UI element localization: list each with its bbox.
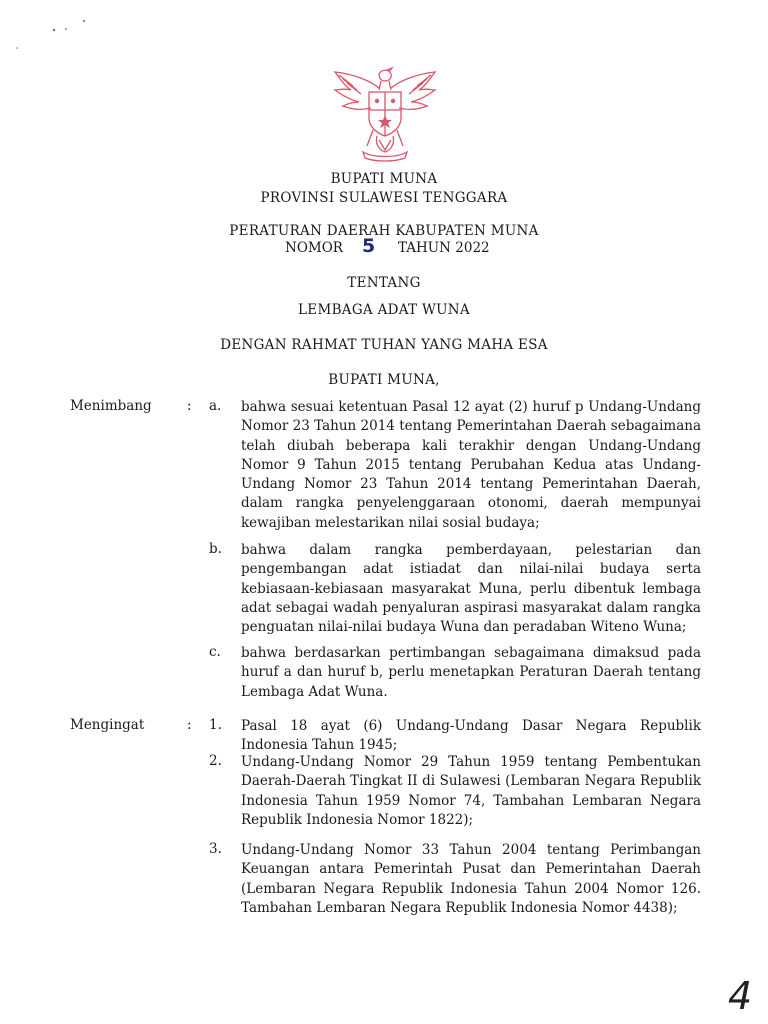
official-title: BUPATI MUNA [330,171,438,187]
nomor-value-handwritten: 5 [362,235,376,257]
scan-specks [14,16,104,56]
preamble-text: DENGAN RAHMAT TUHAN YANG MAHA ESA [220,337,548,353]
mengingat-marker-1: 1. [209,717,222,733]
menimbang-marker-c: c. [209,644,221,660]
menimbang-marker-b: b. [209,541,222,557]
menimbang-item-a: bahwa sesuai ketentuan Pasal 12 ayat (2) huruf p Undang-Undang Nomor 23 Tahun 2014 tentang Pemerintahan Daerah sebagaimana telah diubah beberapa kali terakhir dengan Undang-Undang Nomor 9 Tahun 2015 tentang Perubahan Kedua atas Undang-Undang Nomor 23 Tahun 2014 tentang Pemerintahan Daerah, dalam rangka penyelenggaraan otonomi, daerah mempunyai kewajiban melestarikan nilai sosial budaya; [241,399,701,531]
handwritten-page-mark: 4 [728,974,753,1018]
mengingat-label: Mengingat [70,717,145,733]
province-title: PROVINSI SULAWESI TENGGARA [260,190,508,206]
menimbang-item-c: bahwa berdasarkan pertimbangan sebagaimana dimaksud pada huruf a dan huruf b, perlu menetapkan Peraturan Daerah tentang Lembaga Adat Wuna. [241,645,701,700]
mengingat-colon: : [187,717,192,733]
mengingat-item-2: Undang-Undang Nomor 29 Tahun 1959 tentang Pembentukan Daerah-Daerah Tingkat II di Sulawesi (Lembaran Negara Republik Indonesia Tahun 1959 Nomor 74, Tambahan Lembaran Negara Republik Indonesia Nomor 1822); [241,754,701,828]
tahun-label: TAHUN 2022 [398,240,490,256]
menimbang-colon: : [187,398,192,414]
mengingat-item-3: Undang-Undang Nomor 33 Tahun 2004 tentang Perimbangan Keuangan antara Pemerintah Pusat dan Pemerintahan Daerah (Lembaran Negara Republik Indonesia Tahun 2004 Nomor 126. Tambahan Lembaran Negara Republik Indonesia Nomor 4438); [241,842,701,916]
nomor-label: NOMOR [285,240,343,256]
tentang-heading: TENTANG [347,275,421,291]
regulation-number-line [0,235,768,260]
subject-title: LEMBAGA ADAT WUNA [298,302,470,318]
garuda-emblem-icon [329,66,441,162]
menimbang-label: Menimbang [70,398,152,414]
regulation-title: PERATURAN DAERAH KABUPATEN MUNA [229,223,539,239]
issuer-line: BUPATI MUNA, [328,372,440,388]
menimbang-item-b: bahwa dalam rangka pemberdayaan, pelestarian dan pengembangan adat istiadat dan nilai-nilai budaya serta kebiasaan-kebiasaan masyarakat Muna, perlu dibentuk lembaga adat sebagai wadah penyaluran aspirasi masyarakat dalam rangka penguatan nilai-nilai budaya Wuna dan peradaban Witeno Wuna; [241,542,701,636]
menimbang-marker-a: a. [209,398,222,414]
mengingat-item-1: Pasal 18 ayat (6) Undang-Undang Dasar Negara Republik Indonesia Tahun 1945; [241,718,701,754]
mengingat-marker-2: 2. [209,753,222,769]
mengingat-marker-3: 3. [209,841,222,857]
